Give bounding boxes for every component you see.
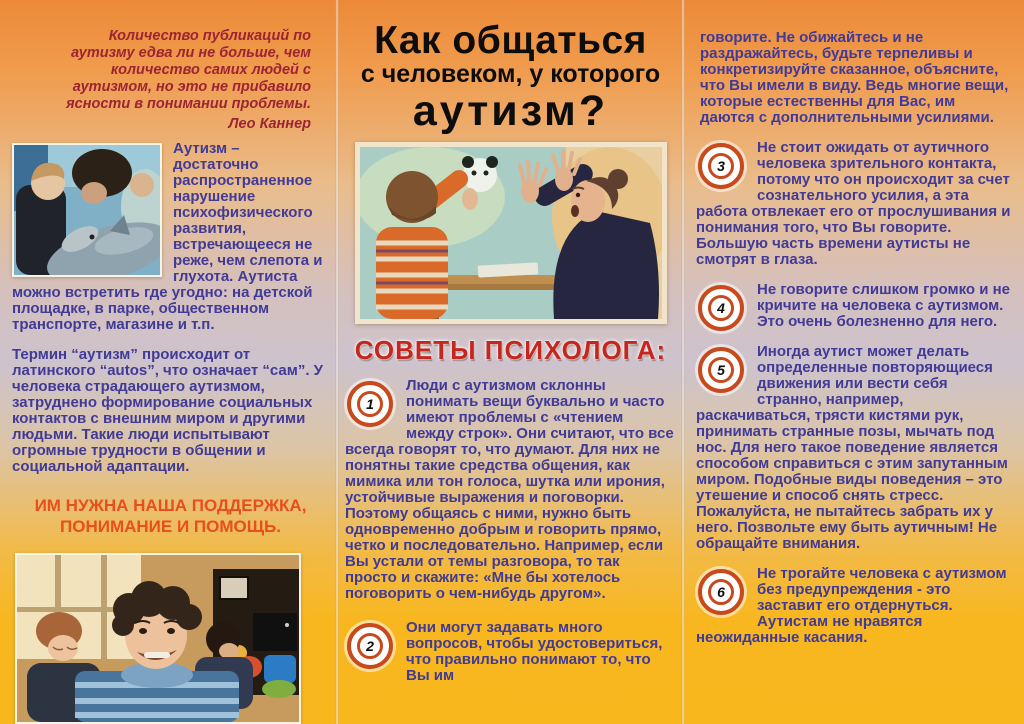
photo-child-with-dolphin [12,143,162,277]
support-slogan: ИМ НУЖНА НАША ПОДДЕРЖКА, ПОНИМАНИЕ И ПОМОЩЬ. [34,496,307,536]
tip-item-6 [696,566,1012,646]
tip-1-number: 1 [357,391,383,417]
intro-paragraph: Аутизм – достаточно распространенное нарушение психофизического развития, встречающееся не реже, чем слепота и глухота. Аутиста можно встретить где угодно: на детской площадке, в парке, общественном транспорте, магазине и т.п. [12,140,323,333]
brochure-title [337,20,684,134]
tip-item-5 [696,344,1012,552]
panel-left [0,0,337,724]
tip-item-1 [345,378,674,602]
title-line-2: с человеком, у которого [360,60,661,88]
tip-1-text: Люди с аутизмом склонны понимать вещи буквально и часто имеют проблемы с «чтением между строк». Они считают, что все всегда говорят то, что думают. Для них не понятны такие средства общения, как мимика или тон голоса, шутка или ирония, устойчивые выражения и поговорки. Поэтому общаясь с ними, нужно быть одновременно добрым и говорить прямо, четко и последовательно. Например, если Вы устали от темы разговора, то так просто и скажите: «Мне бы хотелось поговорить о чем-нибудь другом». [345,377,674,602]
tip-2-continuation: говорите. Не обижайтесь и не раздражайтесь, будьте терпеливы и конкретизируйте сказанное, объясните, что Вы имели в виду. Ведь многие вещи, которые естественны для Вас, им даются с дополнительными усилиями. [700,29,1009,126]
epigraph-quote [48,28,311,133]
title-line-1: Как общаться [374,19,647,62]
epigraph-author: Лео Каннер [228,116,311,132]
photo-children-playing [15,553,301,724]
tips-section-header: СОВЕТЫ ПСИХОЛОГА: [354,335,667,365]
tip-6-badge [698,569,744,615]
panel-middle [337,0,684,724]
tip-2-text: Они могут задавать много вопросов, чтобы удостовериться, что правильно понимают то, что Вы им [406,619,663,684]
fold-line-right [681,0,685,724]
title-line-3: аутизм? [412,87,609,135]
panel-right [684,0,1024,724]
tip-4-badge [698,285,744,331]
tip-item-2 [345,620,674,684]
tip-4-number: 4 [708,295,734,321]
epigraph-text: Количество публикаций по аутизму едва ли не больше, чем количество самих людей с аутизмом, но это не прибавило ясности в понимании проблемы. [66,28,311,112]
photo-therapist-and-child [360,147,662,319]
tip-2-number: 2 [357,633,383,659]
tip-6-text: Не трогайте человека с аутизмом без предупреждения - это заставит его отдернуться. Аутистам не нравятся неожиданные касания. [696,565,1007,646]
tip-3-badge [698,143,744,189]
tip-6-number: 6 [708,579,734,605]
tip-5-badge [698,347,744,393]
tip-5-text: Иногда аутист может делать определенные повторяющиеся движения или вести себя странно, например, раскачиваться, трясти кистями рук, принимать странные позы, мычать под нос. Для него такое поведение является способом справиться с этим запутанным миром. Подобные виды поведения – это утешение и способ снять стресс. Пожалуйста, не пытайтесь забрать их у него. Позвольте ему быть аутичным! Не обращайте внимания. [696,343,1008,552]
tip-2-badge [347,623,393,669]
tip-4-text: Не говорите слишком громко и не кричите на человека с аутизмом. Это очень болезненно для него. [757,281,1011,330]
tip-5-number: 5 [708,357,734,383]
tip-1-badge [347,381,393,427]
fold-line-left [335,0,339,724]
tip-item-4 [696,282,1012,330]
tip-3-number: 3 [708,153,734,179]
left-body [12,141,329,724]
tip-item-3 [696,140,1012,268]
photo-therapist-frame [355,142,667,324]
term-paragraph: Термин “аутизм” происходит от латинского “autos”, что означает “сам”. У человека страдающего аутизмом, затруднено формирование социальных контактов с внешним миром и другими людьми. Такие люди испытывают огромные трудности в общении и социальной адаптации. [12,346,324,475]
tip-3-text: Не стоит ожидать от аутичного человека зрительного контакта, потому что он происходит за счет сознательного усилия, а эта работа отвлекает его от прослушивания и понимания того, что Вы говорите. Большую часть времени аутисты не смотрят в глаза. [696,139,1011,268]
